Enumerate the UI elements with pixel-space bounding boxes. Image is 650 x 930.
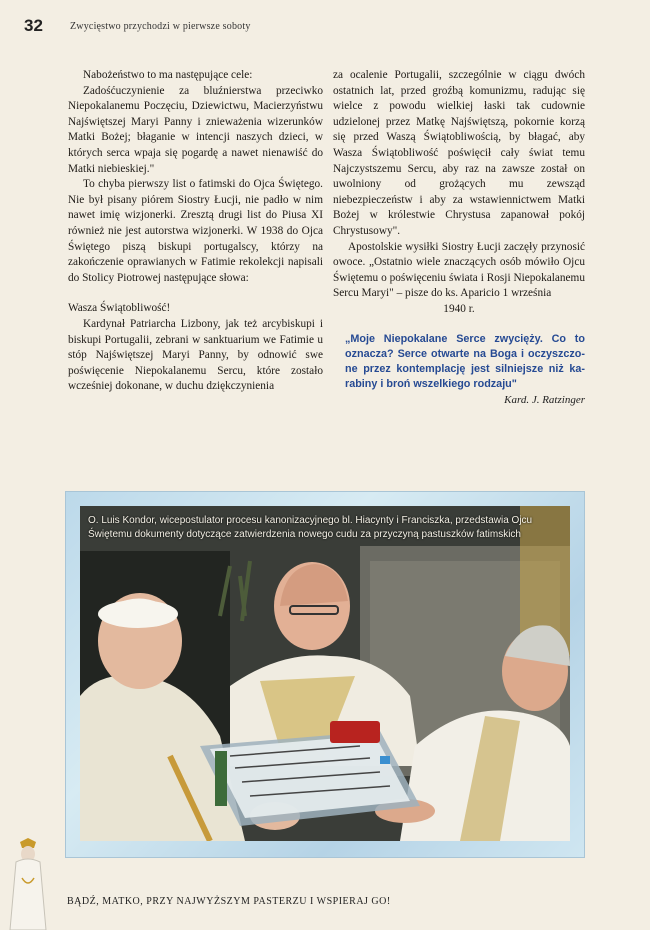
madonna-statue-icon	[8, 838, 48, 930]
paragraph: Apostolskie wysiłki Siostry Łucji zaczęły przynosić owoce. „Ostatnio wiele znaczących osób mówiło Ojcu Świętemu o poświęceniu świata i Rosji Niepokalanemu Sercu Maryi" – pisze do ks. Aparicio 1 września	[333, 240, 585, 300]
paragraph: To chyba pierwszy list o fatimski do Ojca Świętego. Nie był pisany piórem Siostry Łucji, nie padło w nim nawet imię wizjonerki. Zresztą drugi list do Piusa XI również nie jest autorstwa wizjonerki. W 1938 do Ojca Świętego piszą biskupi portugalscy, którzy na zakończenie oprawianych w Fatimie rekolekcji napisali do Stolicy Piotrowej następujące słowa:	[68, 178, 323, 284]
running-header: Zwycięstwo przychodzi w pierwsze soboty	[70, 21, 251, 32]
footer-motto: BĄDŹ, MATKO, PRZY NAJWYŻSZYM PASTERZU I WSPIERAJ GO!	[67, 896, 391, 907]
photo-frame	[66, 492, 584, 857]
page-number: 32	[24, 16, 43, 35]
paragraph: za ocalenie Portugalii, szczególnie w ciągu dwóch ostatnich lat, przed groźbą komunizmu, radując się wielce z powodu wielkiej łaski tak cudownie udzielonej przez Matkę Najświętszą, pokornie korzą się przed Waszą Świątobliwością, by błagać, aby Wasza Świątobliwość poświęcił cały świat temu Najczystszemu Sercu, aby raz na zawsze został on uwolniony od grożących mu zewsząd niebezpieczeństw i aby za wstawiennictwem Matki Bożej w królestwie Chrystusa zapanował pokój Chrystusowy".	[333, 69, 585, 237]
paragraph: Kardynał Patriarcha Lizbony, jak też arcybiskupi i biskupi Portugalii, zebrani w sanktuarium we Fatimie u stóp Najświętszej Maryi Panny, by odnowić swe poświęcenie Niepokalanemu Sercu, które zostało wcześniej dokonane, w duchu dziękczynienia	[68, 317, 323, 393]
quote-author: Kard. J. Ratzinger	[504, 393, 585, 406]
left-text-column	[68, 68, 323, 395]
paragraph: Zadośćuczynienie za bluźnierstwa przeciwko Niepokalanemu Poczęciu, Dziewictwu, Macierzyństwu Najświętszej Maryi Panny i znieważenia wizerunków Matki Bożej; błaganie w intencji naszych dzieci, w których serca wpaja się pogardę a nawet nienawiść do Matki niebieskiej."	[68, 84, 323, 175]
date-line: 1940 r.	[443, 302, 475, 315]
paragraph: Nabożeństwo to ma następujące cele:	[83, 69, 253, 81]
pull-quote: „Moje Niepokalane Serce zwycięży. Co to oznacza? Serce otwarte na Boga i oczyszczone przez kontemplację jest silniejsze niż karabiny i broń wszelkiego rodzaju"	[345, 332, 585, 390]
photograph	[80, 506, 570, 841]
photo-caption: O. Luis Kondor, wicepostulator procesu kanonizacyjnego bl. Hiacynty i Franciszka, przedstawia Ojcu Świętemu dokumenty dotyczące zatwierdzenia nowego cudu za przyczyną pastuszków fatimskich	[88, 515, 533, 540]
photo-illustration	[80, 506, 570, 841]
salutation: Wasza Świątobliwość!	[68, 302, 171, 315]
right-text-column	[333, 68, 585, 408]
